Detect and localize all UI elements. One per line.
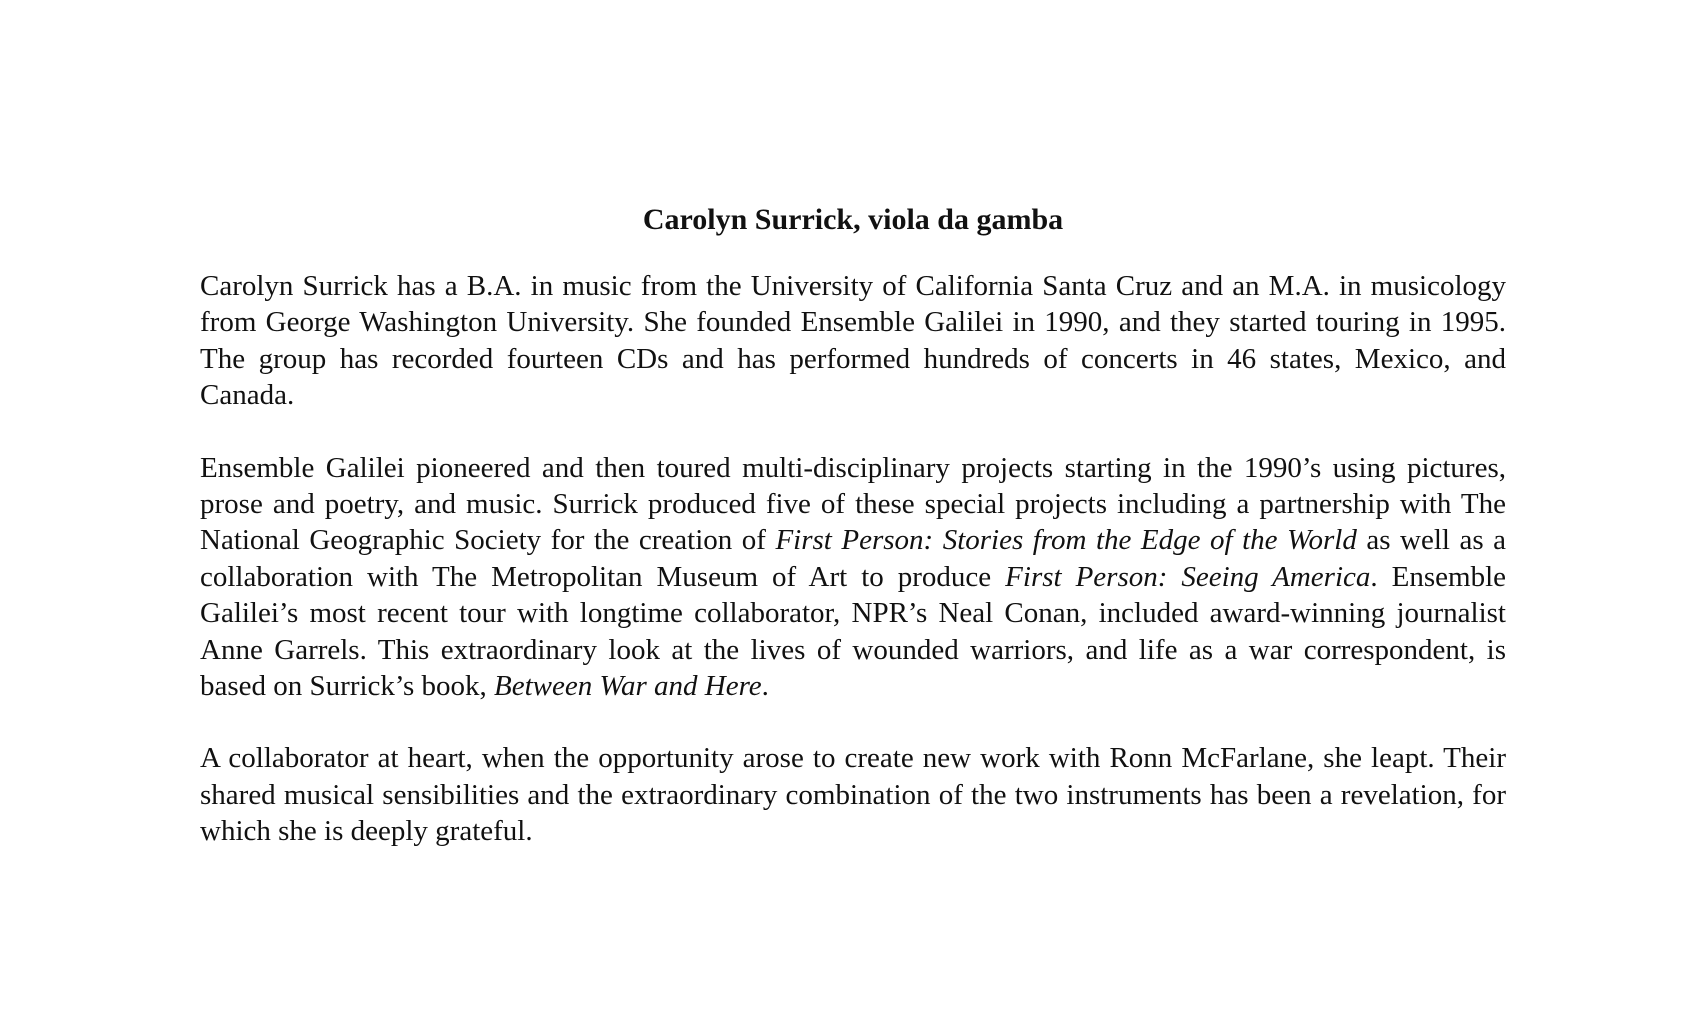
work-title: First Person: Seeing America <box>1005 560 1371 593</box>
work-title: First Person: Stories from the Edge of the World <box>775 524 1357 557</box>
paragraph-text: A collaborator at heart, when the opportunity arose to create new work with Ronn McFarlane, she leapt. Their shared musical sensibilities and the extraordinary combination of the two instruments has been a revelation, for which she is deeply grateful. <box>200 742 1506 848</box>
paragraph-text: as well as a collaboration with The Metropolitan Museum of Art to produce <box>200 524 1507 593</box>
paragraph-collaboration <box>200 740 1506 849</box>
book-title: Between War and Here <box>494 670 762 703</box>
paragraph-education <box>200 268 1506 414</box>
paragraph-text: . Ensemble Galilei’s most recent tour with longtime collaborator, NPR’s Neal Conan, included award-winning journalist Anne Garrels. This extraordinary look at the lives of wounded warriors, and life as a war correspondent, is based on Surrick’s book, <box>200 560 1507 703</box>
document-title: Carolyn Surrick, viola da gamba <box>642 203 1064 236</box>
document-page <box>200 196 1506 850</box>
paragraph-text: Carolyn Surrick has a B.A. in music from the University of California Santa Cruz and an M.A. in musicology from George Washington University. She founded Ensemble Galilei in 1990, and they started touring in 1995. The group has recorded fourteen CDs and has performed hundreds of concerts in 46 states, Mexico, and Canada. <box>200 270 1506 412</box>
paragraph-text: Ensemble Galilei pioneered and then toured multi-disciplinary projects starting in the 1990’s using pictures, prose and poetry, and music. Surrick produced five of these special projects including a partnership with The National Geographic Society for the creation of <box>200 451 1506 557</box>
paragraph-projects <box>200 450 1506 705</box>
paragraph-text: . <box>761 670 769 703</box>
